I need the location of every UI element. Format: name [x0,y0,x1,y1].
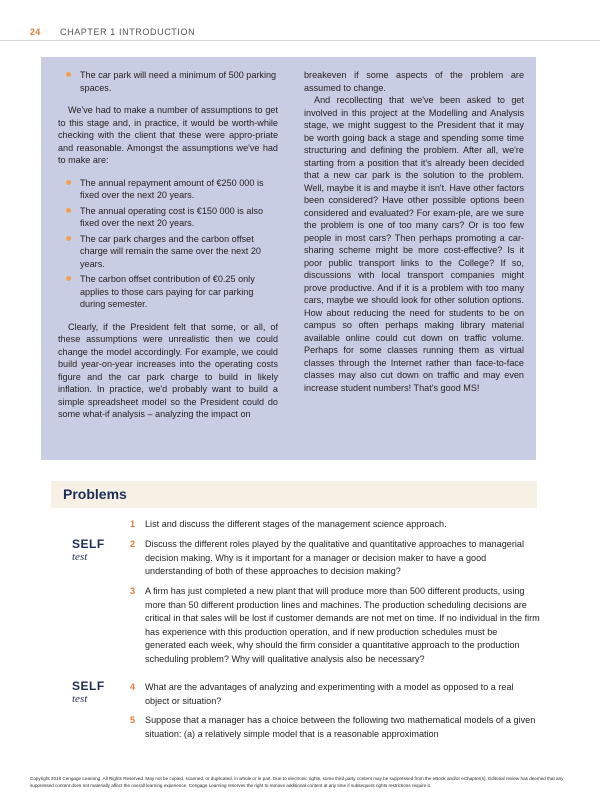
bullet-dot-icon [66,72,71,77]
problem-number: 4 [130,682,136,692]
problem-item [130,681,540,708]
problem-text: List and discuss the different stages of the management science approach. [145,519,447,529]
bullet-item: The annual operating cost is €150 000 is also fixed over the next 20 years. [58,205,278,230]
bullet-dot-icon [66,180,71,185]
problems-heading-bar [51,481,537,508]
problem-number: 5 [130,715,136,725]
problem-text: A firm has just completed a new plant that will produce more than 500 different products, using more than 50 different production lines and machines. The production scheduling decisions are critical in that sales will be lost if customer demands are not met on time. If no individual in the firm has experience with this production operation, and if new production schedules must be generated each week, why should the firm consider a quantitative approach to the production scheduling problem? Why will qualitative analysis also be necessary? [145,586,540,664]
self-test-marker [72,679,132,705]
problem-number: 3 [130,586,136,596]
bullet-item: The car park charges and the carbon offset charge will remain the same over the next 20 years. [58,233,278,271]
case-paragraph: Clearly, if the President felt that some, or all, of these assumptions were unrealistic then we could change the model accordingly. For example, we could build year-on-year increases into the operating costs figure and the car park charge to build in likely inflation. In practice, we'd probably want to build a simple spreadsheet model so the President could do some what-if analysis – analyzing the impact on [58,321,278,419]
test-label: test [72,693,88,705]
bullet-dot-icon [66,236,71,241]
problem-number: 1 [130,519,136,529]
test-label: test [72,551,88,563]
self-label: SELF [72,679,105,693]
case-left-column [58,69,278,421]
bullet-item: The annual repayment amount of €250 000 is fixed over the next 20 years. [58,177,278,202]
case-right-column [304,69,524,394]
copyright-footer: Copyright 2016 Cengage Learning. All Rights Reserved. May not be copied, scanned, or duplicated, in whole or in part. Due to electronic rights, some third party content may be suppressed from the eBook and/or eChapter(s). Editorial review has deemed that any suppressed content does not materially affect the overall learning experience. Cengage Learning reserves the right to remove additional content at any time if subsequent rights restrictions require it. [30,776,564,788]
problem-text: Suppose that a manager has a choice between the following two mathematical models of a given situation: (a) a relatively simple model that is a reasonable approximation [145,715,536,739]
case-study-box [41,57,536,460]
case-paragraph: We've had to make a number of assumptions to get to this stage and, in practice, it would be worth-while checking with the client that these were appro-priate and reasonable. Amongst the assumptions we've had to make are: [58,105,278,165]
running-header [0,0,600,41]
case-paragraph: And recollecting that we've been asked to get involved in this project at the Modelling and Analysis stage, we might suggest to the President that it may be worth going back a stage and spending some time structuring and defining the problem. After all, we're starting from a position that it's already been decided that a new car park is the solution to the problem. Well, maybe it is and maybe it isn't. Have other factors been considered? Have other possible options been considered and evaluated? For exam-ple, are we sure the problem is one of too many cars? Or is too few people in most cars? Then perhaps promoting a car-sharing scheme might be more cost-effective? Is it poor public transport links to the College? If so, discussions with local transport companies might prove productive. And if it is a problem with too many cars, maybe we should look for other solution options. How about reducing the need for students to be on campus so often perhaps making library material available online could cut down on traffic volume. Perhaps for some classes running them as virtual classes through the Internet rather than face-to-face classes may also cut down on traffic and may even increase student numbers! That's good MS! [304,95,524,393]
bullet-dot-icon [66,208,71,213]
problem-item [130,585,540,666]
problem-number: 2 [130,539,136,549]
problems-heading: Problems [63,486,127,502]
bullet-item: The carbon offset contribution of €0.25 only applies to those cars paying for car parking during semester. [58,273,278,311]
bullet-item: The car park will need a minimum of 500 parking spaces. [58,69,278,94]
problem-item [130,518,540,532]
problem-item [130,714,540,741]
problem-item [130,538,540,579]
page-number: 24 [30,27,41,37]
chapter-title: CHAPTER 1 INTRODUCTION [60,27,196,37]
problem-text: What are the advantages of analyzing and experimenting with a model as opposed to a real object or situation? [145,682,514,706]
case-paragraph: breakeven if some aspects of the problem are assumed to change. [304,70,524,93]
self-test-marker [72,537,132,563]
problem-text: Discuss the different roles played by the qualitative and quantitative approaches to managerial decision making. Why is it important for a manager or decision maker to have a good understanding of both of these approaches to decision making? [145,539,524,576]
self-label: SELF [72,537,105,551]
bullet-dot-icon [66,276,71,281]
